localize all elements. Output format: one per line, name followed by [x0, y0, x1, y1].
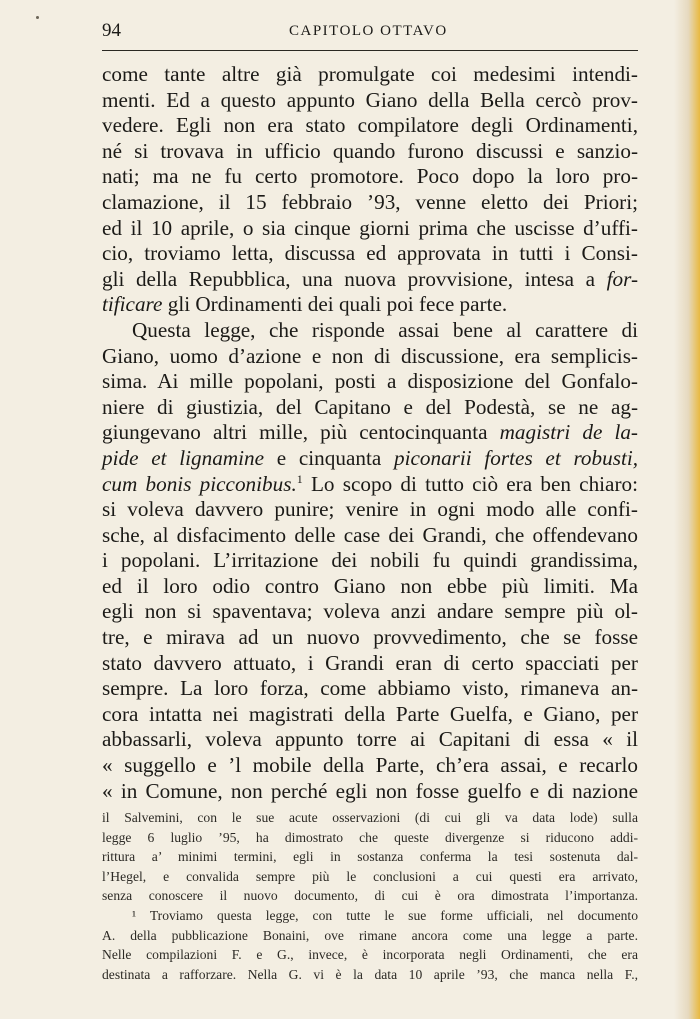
text-line: [102, 446, 638, 472]
footnotes: [102, 808, 638, 984]
footnote-1-start: ¹ Troviamo questa legge, con tutte le sue forme ufficiali, nel documento: [132, 907, 638, 923]
header-rule: [102, 50, 638, 51]
text-line: abbassarli, voleva appunto torre ai Capitani di essa « il: [102, 727, 638, 752]
italic-segment: magistri de la-: [499, 420, 638, 445]
text-line: egli non si spaventava; voleva anzi andare sempre più ol-: [102, 599, 638, 624]
paragraph-start-line: Questa legge, che risponde assai bene al carattere di: [132, 317, 638, 342]
text-line: tre, e mirava ad un nuovo provvedimento, che se fosse: [102, 625, 638, 650]
text-segment: Lo scopo di tutto ciò era ben chiaro:: [302, 471, 638, 496]
footnote-line: il Salvemini, con le sue acute osservazioni (di cui gli va data lode) sulla: [102, 810, 638, 825]
text-line: niere di giustizia, del Capitano e del Podestà, se ne ag-: [102, 394, 638, 419]
italic-segment: tificare: [102, 292, 163, 317]
text-line: ed il 10 aprile, o sia cinque giorni prima che uscisse d’uffi-: [102, 215, 638, 240]
text-line: Giano, uomo d’azione e non di discussione, era semplicis-: [102, 343, 638, 368]
text-line: come tante altre già promulgate coi medesimi intendi-: [102, 62, 638, 86]
footnote-line: rittura a’ minimi termini, egli in sostanza conferma la tesi sostenuta dal-: [102, 849, 638, 865]
text-line: [102, 472, 638, 498]
italic-segment: cum bonis picconibus.: [102, 471, 297, 496]
text-line: [102, 292, 638, 318]
body-text: [102, 62, 638, 804]
footnote-line: A. della pubblicazione Bonaini, ove rimane ancora come una legge a parte.: [102, 927, 638, 943]
footnote-line: destinata a rafforzare. Nella G. vi è la data 10 aprile ’93, che manca nella F.,: [102, 966, 638, 982]
text-line: ed il loro odio contro Giano non ebbe più limiti. Ma: [102, 573, 638, 598]
running-title: CAPITOLO OTTAVO: [289, 23, 448, 39]
text-segment: giungevano altri mille, più centocinquanta: [102, 420, 488, 445]
text-line: clamazione, il 15 febbraio ’93, venne eletto dei Priori;: [102, 189, 638, 214]
text-line: nati; ma ne fu certo promotore. Poco dopo la loro pro-: [102, 164, 638, 189]
text-line: vedere. Egli non era stato compilatore degli Ordinamenti,: [102, 113, 638, 138]
text-line: si voleva davvero punire; venire in ogni modo alle confi-: [102, 497, 638, 522]
text-line: « in Comune, non perché egli non fosse guelfo e di nazione: [102, 778, 638, 803]
text-line: cora intatta nei magistrati della Parte Guelfa, e Giano, per: [102, 701, 638, 726]
italic-segment: pide et lignamine: [102, 445, 264, 470]
footnote-line: Nelle compilazioni F. e G., invece, è incorporata negli Ordinamenti, che era: [102, 947, 638, 963]
text-line: menti. Ed a questo appunto Giano della Bella cercò prov-: [102, 87, 638, 112]
page-edge-shadow: [674, 0, 700, 1019]
footnote-line: l’Hegel, e convalida sempre più le conclusioni a cui questi era arrivato,: [102, 868, 638, 884]
text-line: sche, al disfacimento delle case dei Grandi, che offendevano: [102, 522, 638, 547]
text-line: « suggello e ’l mobile della Parte, ch’era assai, e recarlo: [102, 753, 638, 778]
text-line: stato davvero attuato, i Grandi eran di certo spacciati per: [102, 650, 638, 675]
text-line: né si trovava in ufficio quando furono discussi e sanzio-: [102, 138, 638, 163]
text-line: [102, 420, 638, 446]
speck: [36, 16, 39, 19]
text-segment: gli della Repubblica, una nuova provvisione, intesa a: [102, 266, 596, 291]
text-line: sempre. La loro forza, come abbiamo visto, rimaneva an-: [102, 676, 638, 701]
text-segment: e cinquanta: [264, 445, 394, 470]
page-number: 94: [102, 20, 121, 41]
text-segment: gli Ordinamenti dei quali poi fece parte.: [162, 292, 508, 317]
italic-segment: for-: [606, 266, 639, 291]
footnote-marker: 1: [296, 471, 303, 486]
footnote-line: senza conoscere il nuovo documento, di cui è ora dimostrata l’importanza.: [102, 888, 638, 904]
text-line: [102, 267, 638, 293]
page-header: [102, 20, 642, 50]
footnote-line: legge 6 luglio ’95, ha dimostrato che queste divergenze si riducono addi-: [102, 829, 638, 845]
text-line: cio, troviamo letta, discussa ed approvata in tutti i Consi-: [102, 241, 638, 266]
italic-segment: piconarii fortes et robusti,: [394, 445, 639, 470]
text-line: sima. Ai mille popolani, posti a disposizione del Gonfalo-: [102, 369, 638, 394]
text-line: i popolani. L’irritazione dei nobili fu quindi grandissima,: [102, 548, 638, 573]
